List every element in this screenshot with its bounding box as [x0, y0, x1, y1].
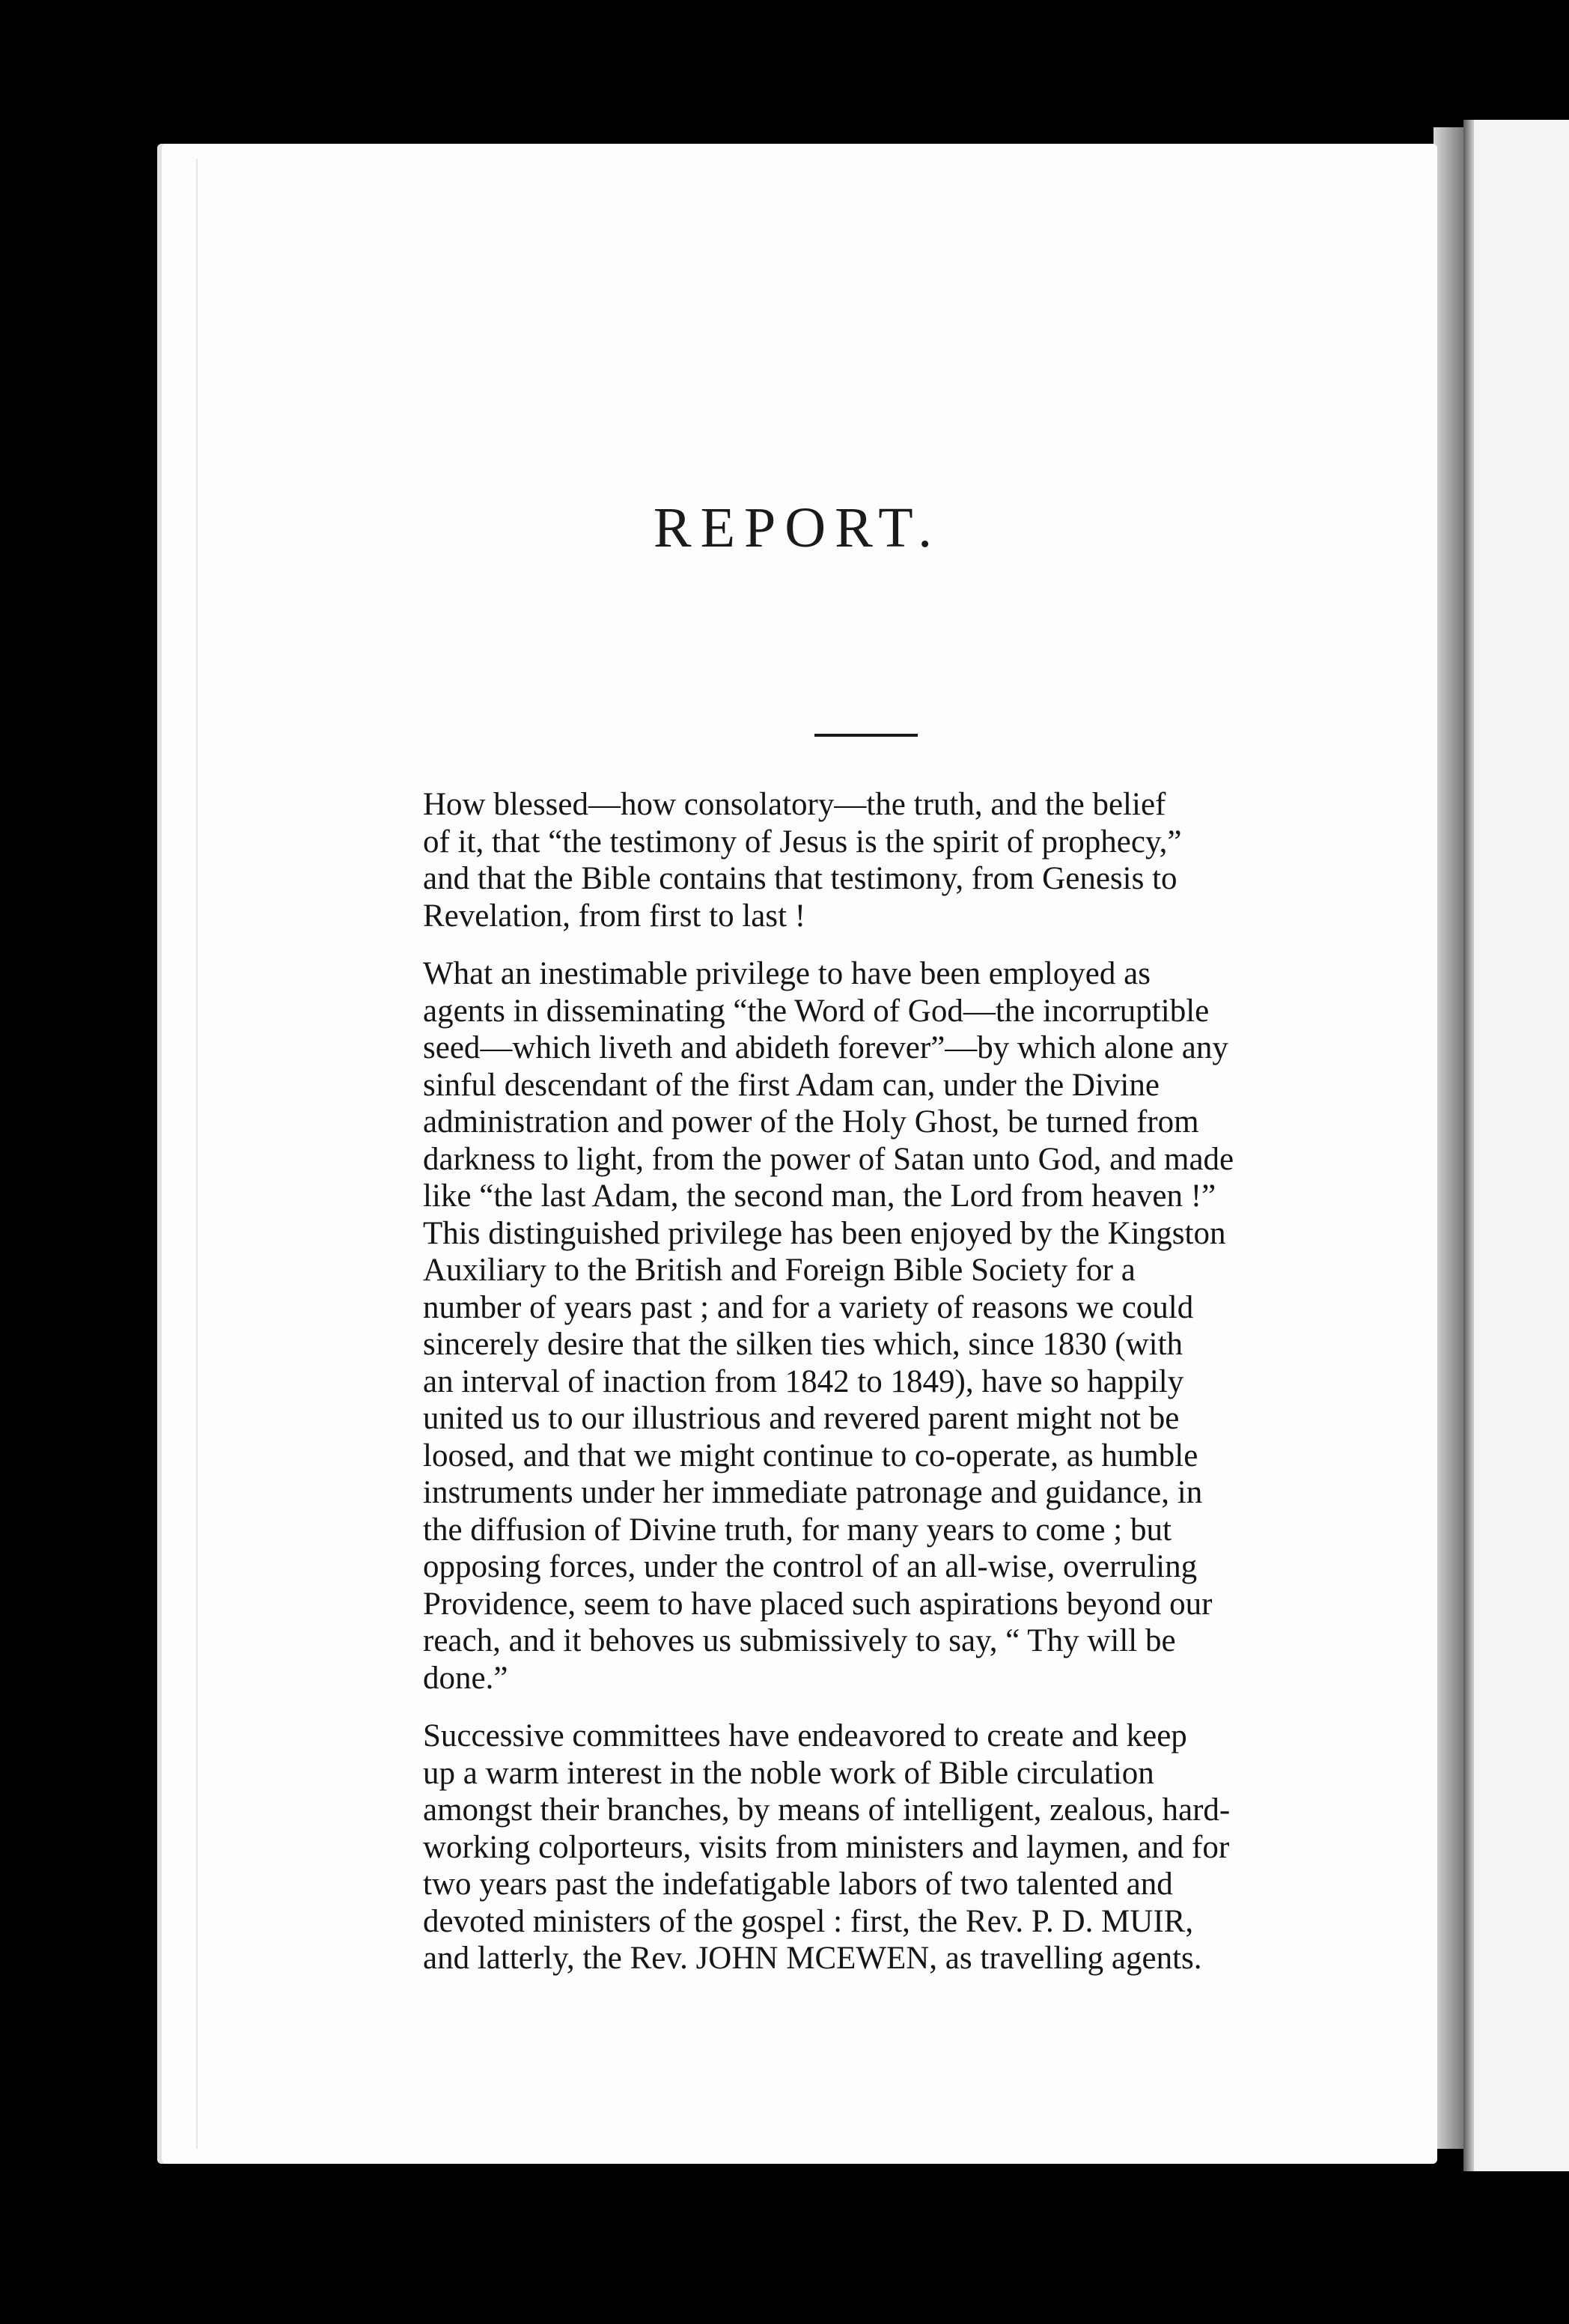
page-fold-line [196, 159, 198, 2149]
text-line: Successive committees have endeavored to create and keep [423, 1718, 1187, 1753]
text-line: united us to our illustrious and revered parent might not be [423, 1401, 1180, 1436]
text-line: the diffusion of Divine truth, for many years to come ; but [423, 1512, 1172, 1548]
text-line: of it, that “the testimony of Jesus is the spirit of prophecy,” [423, 824, 1182, 860]
text-line: done.” [423, 1660, 508, 1696]
text-line: instruments under her immediate patronage and guidance, in [423, 1475, 1203, 1510]
text-line: How blessed—how consolatory—the truth, and the belief [423, 787, 1166, 822]
paragraph-3 [423, 1718, 1355, 1977]
adjacent-page-edge [1463, 120, 1569, 2171]
text-line: two years past the indefatigable labors of two talented and [423, 1867, 1173, 1902]
text-line: devoted ministers of the gospel : first, the Rev. P. D. MUIR, [423, 1903, 1194, 1939]
text-line: opposing forces, under the control of an all-wise, overruling [423, 1549, 1198, 1584]
text-line: loosed, and that we might continue to co-operate, as humble [423, 1438, 1198, 1473]
report-body [423, 786, 1355, 1998]
text-line: an interval of inaction from 1842 to 1849), have so happily [423, 1363, 1184, 1399]
page-title: REPORT. [653, 496, 942, 559]
text-line: Providence, seem to have placed such aspirations beyond our [423, 1586, 1213, 1622]
page-gutter-shadow [1434, 127, 1463, 2149]
text-line: and latterly, the Rev. JOHN MCEWEN, as travelling agents. [423, 1941, 1202, 1976]
text-line: number of years past ; and for a variety of reasons we could [423, 1289, 1194, 1325]
text-line: agents in disseminating “the Word of God—the incorruptible [423, 993, 1210, 1029]
text-line: administration and power of the Holy Ghost, be turned from [423, 1104, 1199, 1140]
text-line: Auxiliary to the British and Foreign Bible Society for a [423, 1253, 1136, 1288]
paragraph-1 [423, 786, 1355, 934]
text-line: reach, and it behoves us submissively to say, “ Thy will be [423, 1623, 1176, 1658]
text-line: and that the Bible contains that testimony, from Genesis to [423, 861, 1177, 896]
text-line: What an inestimable privilege to have been employed as [423, 956, 1151, 991]
text-line: up a warm interest in the noble work of Bible circulation [423, 1755, 1154, 1791]
paragraph-2 [423, 955, 1355, 1697]
text-line: Revelation, from first to last ! [423, 898, 806, 934]
text-line: amongst their branches, by means of intelligent, zealous, hard- [423, 1792, 1231, 1828]
text-line: darkness to light, from the power of Satan unto God, and made [423, 1141, 1234, 1177]
title-rule [814, 734, 918, 737]
text-line: This distinguished privilege has been enjoyed by the Kingston [423, 1215, 1226, 1251]
text-line: sinful descendant of the first Adam can, under the Divine [423, 1067, 1160, 1103]
text-line: seed—which liveth and abideth forever”—by which alone any [423, 1030, 1228, 1065]
text-line: like “the last Adam, the second man, the Lord from heaven !” [423, 1178, 1216, 1214]
text-line: working colporteurs, visits from ministers and laymen, and for [423, 1829, 1230, 1865]
text-line: sincerely desire that the silken ties which, since 1830 (with [423, 1327, 1183, 1362]
